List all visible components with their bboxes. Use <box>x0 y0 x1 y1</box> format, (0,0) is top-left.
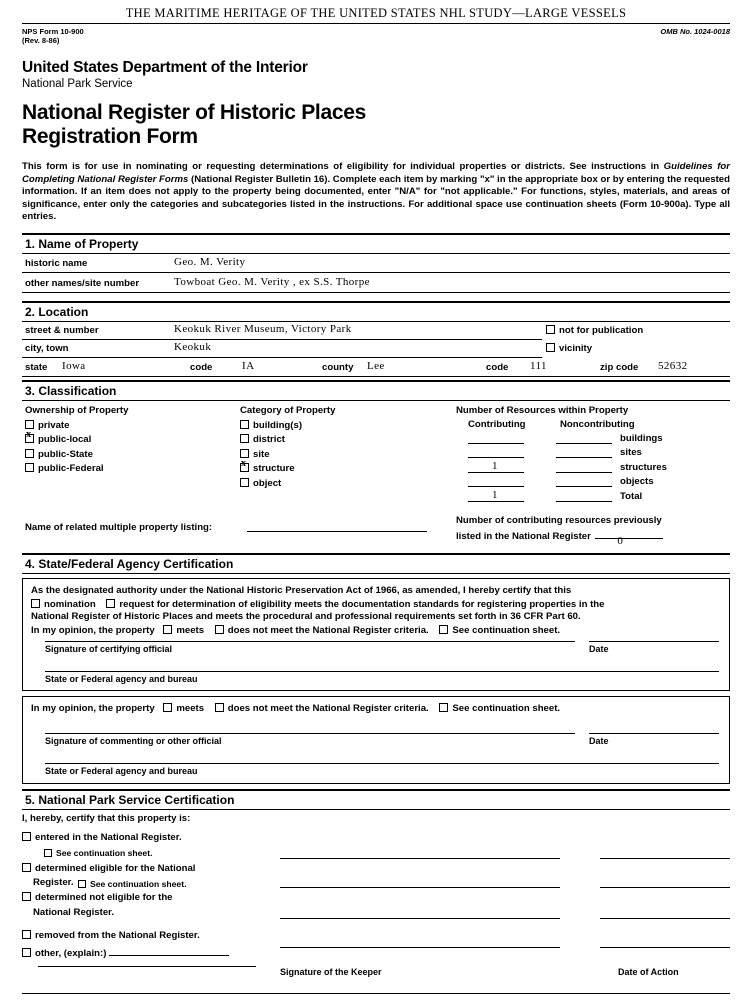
section-3-body <box>22 401 730 553</box>
cert2-meets-label: meets <box>176 702 205 714</box>
section-5-heading: 5. National Park Service Certification <box>22 789 730 810</box>
section-1-body <box>22 256 730 292</box>
county-code-label: code <box>486 361 509 373</box>
nps-option-sub-0: See continuation sheet. <box>56 847 153 858</box>
keeper-signature-line-4[interactable] <box>280 947 560 948</box>
nps-option-eligible-line2 <box>33 876 74 891</box>
footer-rule <box>22 993 730 994</box>
section-2-body <box>22 322 730 378</box>
resource-label-3: objects <box>620 476 654 488</box>
cert1-line4: In my opinion, the property <box>31 625 155 637</box>
ownership-option-private[interactable] <box>25 419 235 434</box>
state-code-label: code <box>190 361 213 373</box>
keeper-signature-line-2[interactable] <box>280 887 560 888</box>
nps-option-other-input[interactable] <box>109 955 229 956</box>
cert1-request-label: request for determination of eligibility <box>119 598 292 610</box>
category-option-site[interactable] <box>240 448 450 463</box>
cert1-signature-label: Signature of certifying official <box>45 643 173 654</box>
resources-title: Number of Resources within Property <box>456 404 629 416</box>
nps-option-not-eligible-line2 <box>33 906 114 921</box>
cert1-nomination-label: nomination <box>44 598 96 610</box>
checkbox-icon[interactable] <box>215 625 224 634</box>
zip-value[interactable]: 52632 <box>658 359 688 372</box>
nps-option-eligible-seecont[interactable] <box>78 877 186 892</box>
date-action-line-3[interactable] <box>600 918 730 919</box>
section-3-heading: 3. Classification <box>22 380 730 401</box>
form-number <box>22 27 84 46</box>
nps-option-label-0: entered in the National Register. <box>35 831 182 843</box>
checkbox-icon[interactable] <box>240 434 249 443</box>
vicinity-checkbox[interactable] <box>546 342 592 357</box>
nps-option-removed[interactable] <box>22 929 200 944</box>
not-for-publication-label: not for publication <box>559 324 644 336</box>
checkbox-icon[interactable] <box>22 892 31 901</box>
nps-option-eligible[interactable] <box>22 862 195 877</box>
bureau-name: National Park Service <box>22 77 133 90</box>
checkbox-icon[interactable] <box>163 625 172 634</box>
cert2-signature-line[interactable] <box>45 733 575 734</box>
resource-label-0: buildings <box>620 432 663 444</box>
resources-column <box>456 405 736 506</box>
cert1-date-label: Date <box>589 643 609 654</box>
instructions-paragraph <box>22 161 730 223</box>
city-value[interactable]: Keokuk <box>174 340 212 353</box>
not-for-publication-checkbox[interactable] <box>546 324 643 339</box>
resource-label-2: structures <box>620 461 667 473</box>
resource-label-4: Total <box>620 490 643 502</box>
street-label: street & number <box>25 324 99 336</box>
ownership-option-public-local[interactable] <box>25 433 235 448</box>
date-action-line-2[interactable] <box>600 887 730 888</box>
contributing-header: Contributing <box>468 418 526 430</box>
resource-row <box>456 459 736 477</box>
checkbox-icon[interactable] <box>22 930 31 939</box>
other-names-label: other names/site number <box>25 277 140 289</box>
category-option-district[interactable] <box>240 433 450 448</box>
nps-cert-lead: I, hereby, certify that this property is: <box>22 812 191 824</box>
category-label-2: site <box>253 448 270 460</box>
cert2-line1: In my opinion, the property <box>31 702 155 714</box>
nps-option-label-2: determined not eligible for the <box>35 891 173 903</box>
checkbox-icon[interactable] <box>215 703 224 712</box>
certification-block-1 <box>22 578 730 691</box>
instructions-italic: Guidelines for Completing National Register Forms <box>22 161 730 185</box>
category-title: Category of Property <box>240 404 336 416</box>
agency-block <box>22 59 730 90</box>
cert1-line2: meets the documentation standards for registering properties in the <box>294 598 605 610</box>
section-5-body <box>22 810 730 977</box>
other-names-value[interactable]: Towboat Geo. M. Verity , ex S.S. Thorpe <box>174 275 370 288</box>
cert1-meets-label: meets <box>176 625 205 637</box>
ownership-label-0: private <box>38 419 70 431</box>
checkbox-icon[interactable] <box>22 948 31 957</box>
section-2-heading: 2. Location <box>22 301 730 322</box>
category-label-3: structure <box>253 463 295 475</box>
checkbox-icon[interactable] <box>240 449 249 458</box>
form-number-line1: NPS Form 10-900 <box>22 27 84 36</box>
ownership-label-2: public-State <box>38 448 93 460</box>
checkbox-icon[interactable] <box>25 420 34 429</box>
ownership-label-1: public-local <box>38 434 92 446</box>
cert2-date-label: Date <box>589 735 609 746</box>
cert2-date-line[interactable] <box>589 733 719 734</box>
date-action-line-4[interactable] <box>600 947 730 948</box>
resource-row <box>456 476 736 491</box>
checkbox-icon[interactable] <box>25 449 34 458</box>
cert2-agency-line[interactable] <box>45 763 719 764</box>
category-label-0: building(s) <box>253 419 303 431</box>
page-title-line2: Registration Form <box>22 125 198 149</box>
cert1-notmeets-label: does not meet the National Register criteria. <box>227 625 429 637</box>
cert2-signature-label: Signature of commenting or other official <box>45 735 222 746</box>
multiple-listing-block <box>25 517 445 535</box>
study-banner: THE MARITIME HERITAGE OF THE UNITED STATES NHL STUDY—LARGE VESSELS <box>22 0 730 24</box>
nps-option-entered-seecont[interactable] <box>44 846 152 861</box>
keeper-signature-line-1[interactable] <box>280 858 560 859</box>
checkbox-icon[interactable] <box>439 703 448 712</box>
vicinity-label: vicinity <box>559 342 593 354</box>
checkbox-icon[interactable] <box>163 703 172 712</box>
previously-listed-label-1: Number of contributing resources previously <box>456 514 662 526</box>
checkbox-icon[interactable] <box>546 343 555 352</box>
street-value[interactable]: Keokuk River Museum, Victory Park <box>174 322 352 335</box>
nps-option-not-eligible[interactable] <box>22 891 173 906</box>
department-name: United States Department of the Interior <box>22 58 308 76</box>
ownership-option-public-state[interactable] <box>25 448 235 463</box>
category-option-structure[interactable] <box>240 462 450 477</box>
checkbox-icon[interactable] <box>44 849 52 857</box>
category-label-1: district <box>253 434 285 446</box>
historic-name-value[interactable]: Geo. M. Verity <box>174 255 246 268</box>
resource-row <box>456 433 736 448</box>
state-label: state <box>25 361 48 373</box>
state-code-value[interactable]: IA <box>242 359 255 372</box>
checkbox-icon[interactable] <box>22 863 31 872</box>
ownership-column <box>25 405 235 477</box>
county-code-value[interactable]: 111 <box>530 359 547 372</box>
cert1-line1: As the designated authority under the National Historic Preservation Act of 1966, as amended, I hereby certify that this <box>31 584 572 596</box>
city-label: city, town <box>25 342 69 354</box>
county-label: county <box>322 361 354 373</box>
form-number-line2: (Rev. 8-86) <box>22 36 60 46</box>
date-action-line-1[interactable] <box>600 858 730 859</box>
section-4-heading: 4. State/Federal Agency Certification <box>22 553 730 574</box>
county-value[interactable]: Lee <box>367 359 385 372</box>
instructions-part2: (National Register Bulletin 16). Complete each item by marking "x" in the appropriate box or by entering the requested information. If an item does not apply to the property being documented, enter "N/A" for "not applicable." For functions, styles, materials, and areas of significance, enter only the categories and subcategories listed in the instructions. For additional space use continuation sheets (Form 10-900a). Type all entries. <box>22 173 730 223</box>
cert1-seecont-label: See continuation sheet. <box>452 625 561 637</box>
zip-label: zip code <box>600 361 639 373</box>
nps-option-label-4: other, (explain:) <box>35 947 107 959</box>
nps-option-label-1: determined eligible for the National <box>35 862 196 874</box>
checkbox-icon[interactable] <box>22 832 31 841</box>
checkbox-icon[interactable] <box>439 625 448 634</box>
cert1-agency-line[interactable] <box>45 671 719 672</box>
multiple-listing-input[interactable] <box>247 531 427 532</box>
nps-option-label-3: removed from the National Register. <box>35 929 200 941</box>
ownership-title: Ownership of Property <box>25 404 129 416</box>
checkbox-icon[interactable] <box>240 478 249 487</box>
keeper-signature-label: Signature of the Keeper <box>280 966 382 977</box>
page-title-line1: National Register of Historic Places <box>22 100 366 124</box>
cert1-line3: National Register of Historic Places and meets the procedural and professional requirements set forth in 36 CFR Part 60. <box>31 611 581 623</box>
checkbox-icon[interactable] <box>546 325 555 334</box>
checkbox-icon[interactable] <box>78 880 86 888</box>
keeper-signature-line-3[interactable] <box>280 918 560 919</box>
section-1-heading: 1. Name of Property <box>22 233 730 254</box>
multiple-listing-label: Name of related multiple property listing: <box>25 521 213 533</box>
cert2-agency-label: State or Federal agency and bureau <box>45 765 198 776</box>
nps-option-sub-1: See continuation sheet. <box>90 878 187 889</box>
instructions-part1: This form is for use in nominating or requesting determinations of eligibility for individual properties or districts. See instructions in <box>22 161 664 173</box>
nps-option-entered[interactable] <box>22 831 182 846</box>
cert2-seecont-label: See continuation sheet. <box>452 702 561 714</box>
checkbox-icon[interactable] <box>25 434 34 443</box>
ownership-label-3: public-Federal <box>38 463 104 475</box>
resource-row <box>456 447 736 462</box>
previously-listed-block <box>456 514 742 547</box>
checkbox-icon[interactable] <box>240 463 249 472</box>
previously-listed-value[interactable]: 0 <box>617 534 624 547</box>
cert1-agency-label: State or Federal agency and bureau <box>45 673 198 684</box>
resource-row <box>456 488 736 506</box>
category-option-buildings[interactable] <box>240 419 450 434</box>
date-action-label: Date of Action <box>618 966 679 977</box>
nps-option-other[interactable] <box>22 947 229 962</box>
checkbox-icon[interactable] <box>25 463 34 472</box>
cert1-signature-line[interactable] <box>45 641 575 642</box>
historic-name-label: historic name <box>25 257 88 269</box>
nps-option-label2-2: National Register. <box>33 906 115 918</box>
category-column <box>240 405 450 492</box>
cert2-notmeets-label: does not meet the National Register criteria. <box>227 702 429 714</box>
resource-label-1: sites <box>620 447 642 459</box>
category-option-object[interactable] <box>240 477 450 492</box>
certification-block-2 <box>22 696 730 784</box>
resource-contributing-2[interactable]: 1 <box>492 459 498 472</box>
noncontributing-header: Noncontributing <box>560 418 635 430</box>
previously-listed-label-2: listed in the National Register <box>456 530 591 542</box>
checkbox-icon[interactable] <box>106 599 115 608</box>
nps-option-other-input-line2[interactable] <box>38 966 256 967</box>
state-value[interactable]: Iowa <box>62 359 86 372</box>
form-header <box>22 27 730 46</box>
ownership-option-public-federal[interactable] <box>25 462 235 477</box>
page-title <box>22 101 730 150</box>
cert1-date-line[interactable] <box>589 641 719 642</box>
nps-option-label2-1: Register. <box>33 876 74 888</box>
resource-contributing-4[interactable]: 1 <box>492 488 498 501</box>
omb-number: OMB No. 1024-0018 <box>660 27 730 36</box>
checkbox-icon[interactable] <box>31 599 40 608</box>
category-label-4: object <box>253 477 282 489</box>
checkbox-icon[interactable] <box>240 420 249 429</box>
